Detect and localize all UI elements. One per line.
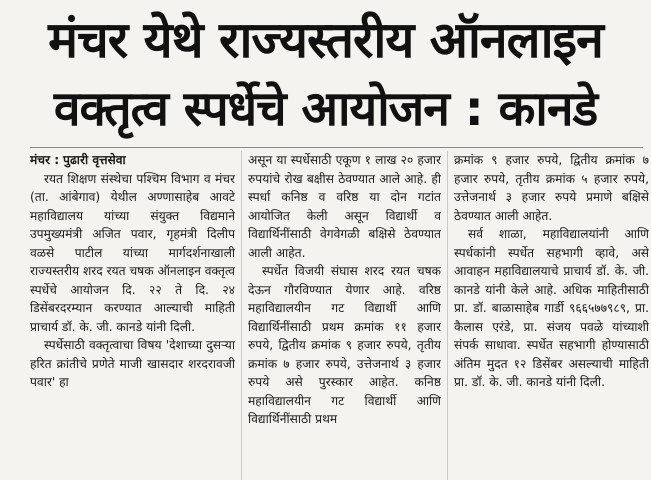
headline-divider (30, 147, 643, 148)
article-column-3 (454, 151, 649, 480)
article-paragraph: क्रमांक ९ हजार रुपये, द्वितीय क्रमांक ७ हजार रुपये, तृतीय क्रमांक ५ हजार रुपये, उत्तेजनार्थ ३ हजार रुपये प्रमाणे बक्षिसे ठेवण्यात आली आहेत. (454, 153, 649, 223)
headline-line-2: वक्तृत्व स्पर्धेचे आयोजन : कानडे (53, 81, 598, 137)
column-separator (241, 151, 242, 480)
article-paragraph: स्पर्धेत विजयी संघास शरद रयत चषक देऊन गौरविण्यात येणार आहे. वरिष्ठ महाविद्यालयीन गट विद्यार्थी आणि विद्यार्थिनींसाठी प्रथम क्रमांक ११ हजार रुपये, द्वितीय क्रमांक ९ हजार रुपये, तृतीय क्रमांक ७ हजार रुपये, उत्तेजनार्थ ३ हजार रुपये असे पुरस्कार आहेत. कनिष्ठ महाविद्यालयीन गट विद्यार्थी आणि विद्यार्थिनींसाठी प्रथम (248, 264, 441, 426)
article-column-1 (30, 151, 235, 480)
article-paragraph: सर्व शाळा, महाविद्यालयांनी आणि स्पर्धकांनी स्पर्धेत सहभागी व्हावे, असे आवाहन महाविद्यालयाचे प्राचार्य डॉ. के. जी. कानडे यांनी केले आहे. अधिक माहितीसाठी प्रा. डॉ. बाळासाहेब गार्डी ९६६५७७९८९, प्रा. कैलास एरंडे, प्रा. संजय पवळे यांच्याशी संपर्क साधावा. स्पर्धेत सहभागी होण्यासाठी अंतिम मुदत १२ डिसेंबर असल्याची माहिती प्रा. डॉ. के. जी. कानडे यांनी दिली. (454, 227, 649, 389)
article-paragraph: रयत शिक्षण संस्थेचा पश्चिम विभाग व मंचर (ता. आंबेगाव) येथील अण्णासाहेब आवटे महाविद्यालय यांच्या संयुक्त विद्यमाने उपमुख्यमंत्री अजित पवार, गृहमंत्री दिलीप वळसे पाटील यांच्या मार्गदर्शनाखाली राज्यस्तरीय शरद रयत चषक ऑनलाइन वक्तृत्व स्पर्धेचे आयोजन दि. २२ ते दि. २४ डिसेंबरदरम्यान करण्यात आल्याची माहिती प्राचार्य डॉ. के. जी. कानडे यांनी दिली. (30, 171, 235, 334)
article-column-2 (248, 151, 441, 480)
article-paragraph: असून या स्पर्धेसाठी एकूण १ लाख २० हजार रुपयांचे रोख बक्षीस ठेवण्यात आले आहे. ही स्पर्धा कनिष्ठ व वरिष्ठ या दोन गटांत आयोजित केली असून विद्यार्थी व विद्यार्थिनींसाठी वेगवेगळी बक्षिसे ठेवण्यात आली आहेत. (248, 153, 441, 260)
byline (30, 151, 235, 170)
byline-source: पुढारी वृत्तसेवा (63, 153, 126, 167)
article-paragraph: स्पर्धेसाठी वक्तृत्वाचा विषय 'देशाच्या दुसऱ्या हरित क्रांतीचे प्रणेते माजी खासदार शरदरावजी पवार' हा (30, 338, 235, 389)
headline-line-1: मंचर येथे राज्यस्तरीय ऑनलाइन (48, 11, 603, 69)
column-separator (447, 151, 448, 480)
byline-place: मंचर : (30, 153, 60, 167)
